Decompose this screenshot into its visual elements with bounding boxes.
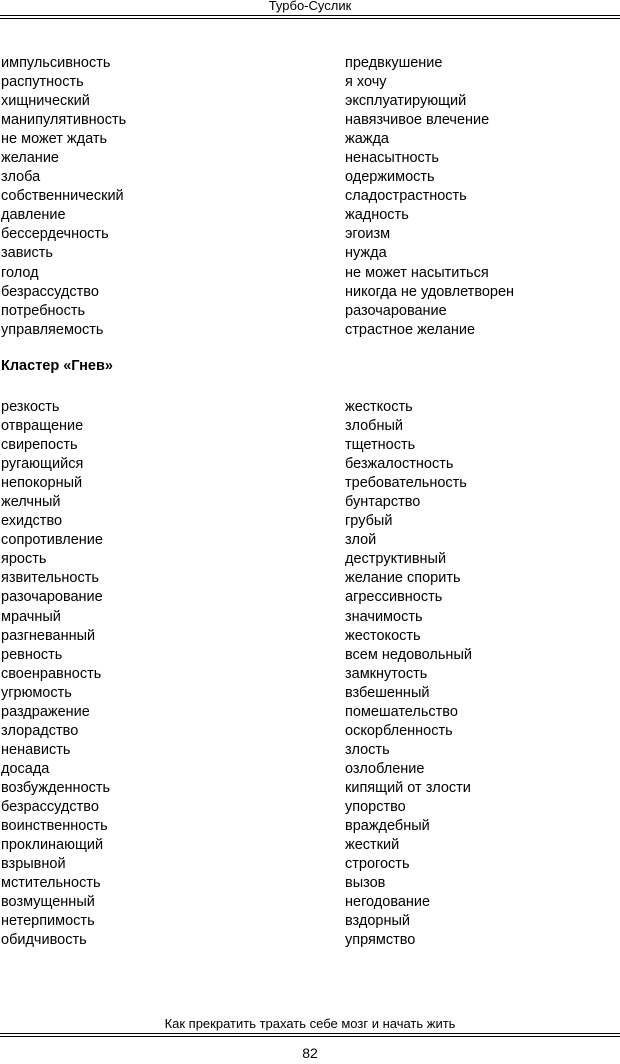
word-row [1, 92, 619, 111]
word-left: ярость [1, 551, 47, 568]
word-left: сопротивление [1, 532, 103, 549]
word-left: собственнический [1, 188, 124, 205]
word-left: злорадство [1, 722, 79, 739]
word-row [1, 912, 619, 931]
word-right: бунтарство [345, 494, 421, 511]
word-row [1, 130, 619, 149]
word-left: своенравность [1, 665, 102, 682]
word-right: тщетность [345, 437, 416, 454]
word-right: безжалостность [345, 456, 454, 473]
word-left: угрюмость [1, 684, 72, 701]
word-left: свирепость [1, 437, 78, 454]
word-row [1, 779, 619, 798]
word-row [1, 264, 619, 283]
word-right: злость [345, 741, 390, 758]
word-row [1, 703, 619, 722]
word-left: мстительность [1, 875, 101, 892]
word-left: непокорный [1, 475, 83, 492]
word-left: досада [1, 760, 50, 777]
word-right: упрямство [345, 932, 416, 949]
word-left: нетерпимость [1, 913, 95, 930]
word-row [1, 168, 619, 187]
word-right: озлобление [345, 760, 425, 777]
word-right: нужда [345, 245, 387, 262]
word-right: эгоизм [345, 226, 391, 243]
word-right: оскорбленность [345, 722, 453, 739]
word-row [1, 206, 619, 225]
word-row [1, 187, 619, 206]
word-row [1, 627, 619, 646]
running-header: Турбо-Суслик [268, 0, 352, 13]
word-right: помешательство [345, 703, 458, 720]
word-row [1, 836, 619, 855]
word-left: ревность [1, 646, 63, 663]
word-right: вызов [345, 875, 386, 892]
word-left: давление [1, 207, 66, 224]
word-left: воинственность [1, 818, 108, 835]
footer-rule-bottom [0, 1036, 620, 1037]
word-left: хищнический [1, 93, 90, 110]
word-right: я хочу [345, 74, 387, 91]
footer-rule-top [0, 1033, 620, 1034]
word-row [1, 283, 619, 302]
word-row [1, 588, 619, 607]
word-right: взбешенный [345, 684, 430, 701]
word-right: кипящий от злости [345, 779, 471, 796]
word-left: бессердечность [1, 226, 109, 243]
word-right: жесткий [345, 837, 400, 854]
word-row [1, 569, 619, 588]
word-left: ехидство [1, 513, 63, 530]
word-right: сладострастность [345, 188, 467, 205]
word-left: ненависть [1, 741, 71, 758]
word-right: враждебный [345, 818, 430, 835]
word-left: возбужденность [1, 779, 111, 796]
word-left: проклинающий [1, 837, 104, 854]
word-right: значимость [345, 608, 423, 625]
word-right: одержимость [345, 169, 435, 186]
word-left: зависть [1, 245, 53, 262]
word-left: желание [1, 150, 59, 167]
word-row [1, 436, 619, 455]
word-row [1, 817, 619, 836]
cluster-heading: Кластер «Гнев» [1, 358, 113, 374]
word-row [1, 665, 619, 684]
word-row [1, 455, 619, 474]
word-right: агрессивность [345, 589, 443, 606]
word-row [1, 302, 619, 321]
word-row [1, 111, 619, 130]
word-left: управляемость [1, 321, 104, 338]
word-row [1, 798, 619, 817]
word-right: вздорный [345, 913, 410, 930]
word-row [1, 398, 619, 417]
word-row [1, 512, 619, 531]
word-left: мрачный [1, 608, 61, 625]
word-right: предвкушение [345, 55, 443, 71]
word-left: манипулятивность [1, 112, 127, 129]
header-rule-bottom [0, 18, 620, 19]
word-row [1, 684, 619, 703]
running-footer: Как прекратить трахать себе мозг и начать жить [164, 1016, 456, 1031]
word-right: замкнутость [345, 665, 428, 682]
word-row [1, 493, 619, 512]
word-right: ненасытность [345, 150, 439, 167]
word-right: всем недовольный [345, 646, 472, 663]
word-right: злой [345, 532, 377, 549]
word-row [1, 893, 619, 912]
word-left: резкость [1, 399, 60, 415]
word-right: разочарование [345, 302, 447, 319]
word-right: жадность [345, 207, 409, 224]
word-list-section-1 [1, 54, 619, 340]
word-row [1, 149, 619, 168]
word-right: жесткость [345, 399, 413, 415]
word-row [1, 741, 619, 760]
word-left: не может ждать [1, 131, 108, 148]
word-left: безрассудство [1, 798, 99, 815]
word-right: никогда не удовлетворен [345, 283, 515, 300]
word-left: ругающийся [1, 456, 84, 473]
word-right: эксплуатирующий [345, 93, 467, 110]
word-row [1, 646, 619, 665]
word-right: желание спорить [345, 570, 461, 587]
word-row [1, 855, 619, 874]
word-left: импульсивность [1, 55, 111, 71]
word-right: негодование [345, 894, 431, 911]
word-left: разгневанный [1, 627, 96, 644]
word-row [1, 760, 619, 779]
word-row [1, 531, 619, 550]
word-right: деструктивный [345, 551, 447, 568]
word-left: злоба [1, 169, 41, 186]
word-list-anger-cluster [1, 398, 619, 950]
word-left: безрассудство [1, 283, 99, 300]
word-row [1, 474, 619, 493]
word-right: навязчивое влечение [345, 112, 490, 129]
header-rule-top [0, 15, 620, 16]
word-right: злобный [345, 418, 404, 435]
word-row [1, 608, 619, 627]
word-row [1, 321, 619, 340]
word-row [1, 417, 619, 436]
word-left: язвительность [1, 570, 99, 587]
word-right: страстное желание [345, 321, 476, 338]
word-left: взрывной [1, 856, 66, 873]
word-left: распутность [1, 74, 84, 91]
word-left: отвращение [1, 418, 84, 435]
word-row [1, 550, 619, 569]
word-left: возмущенный [1, 894, 95, 911]
word-row [1, 244, 619, 263]
word-right: упорство [345, 798, 406, 815]
page-number: 82 [302, 1045, 318, 1061]
word-row [1, 874, 619, 893]
word-left: желчный [1, 494, 61, 511]
word-left: разочарование [1, 589, 103, 606]
word-left: потребность [1, 302, 86, 319]
word-row [1, 722, 619, 741]
word-row [1, 54, 619, 73]
word-left: голод [1, 264, 39, 281]
word-row [1, 225, 619, 244]
word-right: жестокость [345, 627, 421, 644]
word-right: не может насытиться [345, 264, 489, 281]
word-row [1, 73, 619, 92]
word-right: требовательность [345, 475, 467, 492]
word-row [1, 931, 619, 950]
word-right: жажда [345, 131, 389, 148]
word-left: обидчивость [1, 932, 87, 949]
word-right: грубый [345, 513, 393, 530]
word-right: строгость [345, 856, 410, 873]
word-left: раздражение [1, 703, 90, 720]
